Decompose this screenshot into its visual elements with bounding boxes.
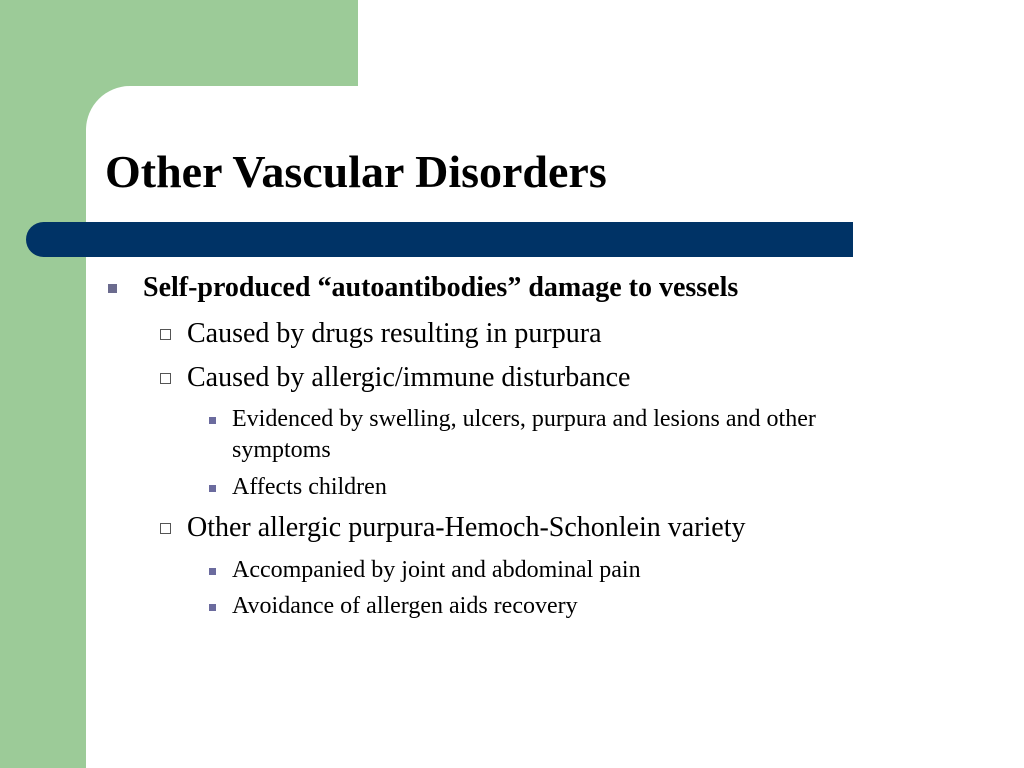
bullet-text-continuation: symptoms (232, 437, 331, 463)
bullet-text: Other allergic purpura-Hemoch-Schonlein variety (187, 512, 746, 543)
bullet-text: Evidenced by swelling, ulcers, purpura and lesions and other (232, 406, 816, 432)
bullet-text: Accompanied by joint and abdominal pain (232, 557, 641, 583)
bullet-text: Self-produced “autoantibodies” damage to vessels (143, 272, 739, 303)
slide-title: Other Vascular Disorders (105, 146, 607, 197)
hollow-square-bullet-icon (160, 329, 171, 340)
small-filled-square-bullet-icon (209, 417, 216, 424)
small-filled-square-bullet-icon (209, 485, 216, 492)
bullet-text: Caused by drugs resulting in purpura (187, 318, 602, 349)
small-filled-square-bullet-icon (209, 568, 216, 575)
filled-square-bullet-icon (108, 284, 117, 293)
hollow-square-bullet-icon (160, 523, 171, 534)
small-filled-square-bullet-icon (209, 604, 216, 611)
bullet-text: Caused by allergic/immune disturbance (187, 362, 631, 393)
hollow-square-bullet-icon (160, 373, 171, 384)
bullet-text: Avoidance of allergen aids recovery (232, 593, 578, 619)
bullet-text: Affects children (232, 474, 387, 500)
